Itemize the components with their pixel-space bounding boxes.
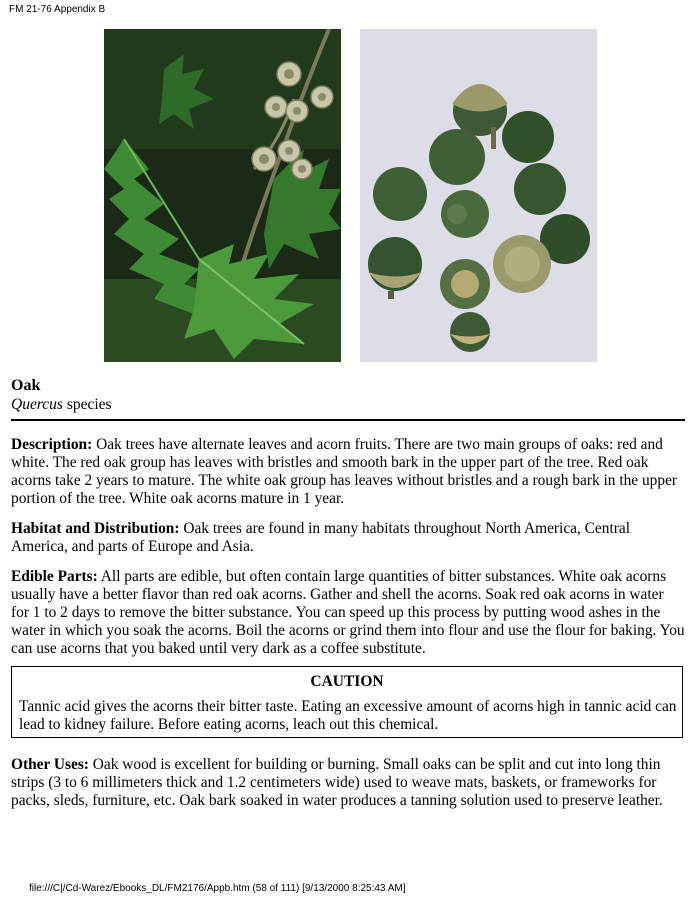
oak-leaves-acorns-photo	[104, 29, 341, 362]
description-paragraph	[11, 436, 685, 508]
page-footer-url: file:///C|/Cd-Warez/Ebooks_DL/FM2176/Appb.htm (58 of 111) [9/13/2000 8:25:43 AM]	[29, 883, 406, 894]
other-uses-label: Other Uses:	[11, 756, 89, 773]
scientific-genus: Quercus	[11, 396, 63, 413]
other-uses-paragraph	[11, 756, 685, 810]
edible-parts-paragraph	[11, 568, 685, 658]
section-divider	[11, 419, 685, 421]
caution-box	[11, 666, 683, 738]
habitat-text: Oak trees are found in many habitats throughout North America, Central America, and parts of Europe and Asia.	[11, 520, 630, 555]
caution-text: Tannic acid gives the acorns their bitter taste. Eating an excessive amount of acorns high in tannic acid can lead to kidney failure. Before eating acorns, leach out this chemical.	[19, 698, 677, 733]
scientific-name	[11, 395, 112, 414]
caution-title: CAUTION	[310, 673, 384, 690]
scientific-suffix: species	[66, 396, 112, 413]
habitat-paragraph	[11, 520, 685, 556]
common-name: Oak	[11, 377, 41, 394]
habitat-label: Habitat and Distribution:	[11, 520, 180, 537]
description-label: Description:	[11, 436, 93, 453]
acorns-photo	[360, 29, 597, 362]
edible-parts-label: Edible Parts:	[11, 568, 98, 585]
other-uses-text: Oak wood is excellent for building or burning. Small oaks can be split and cut into long thin strips (3 to 6 millimeters thick and 1.2 centimeters wide) used to weave mats, baskets, or frameworks for packs, sleds, furniture, etc. Oak bark soaked in water produces a tanning solution used to preserve leather.	[11, 756, 663, 809]
description-text: Oak trees have alternate leaves and acorn fruits. There are two main groups of oaks: red and white. The red oak group has leaves with bristles and smooth bark in the upper part of the tree. Red oak acorns take 2 years to mature. The white oak group has leaves without bristles and a rough bark in the upper portion of the tree. White oak acorns mature in 1 year.	[11, 436, 678, 507]
edible-parts-text: All parts are edible, but often contain large quantities of bitter substances. White oak acorns usually have a better flavor than red oak acorns. Gather and shell the acorns. Soak red oak acorns in water for 1 to 2 days to remove the bitter substance. You can speed up this process by putting wood ashes in the water in which you soak the acorns. Boil the acorns or grind them into flour and use the flour for baking. You can use acorns that you baked until very dark as a coffee substitute.	[11, 568, 685, 657]
plant-title-block	[11, 376, 112, 414]
page-header-tag: FM 21-76 Appendix B	[9, 4, 106, 15]
